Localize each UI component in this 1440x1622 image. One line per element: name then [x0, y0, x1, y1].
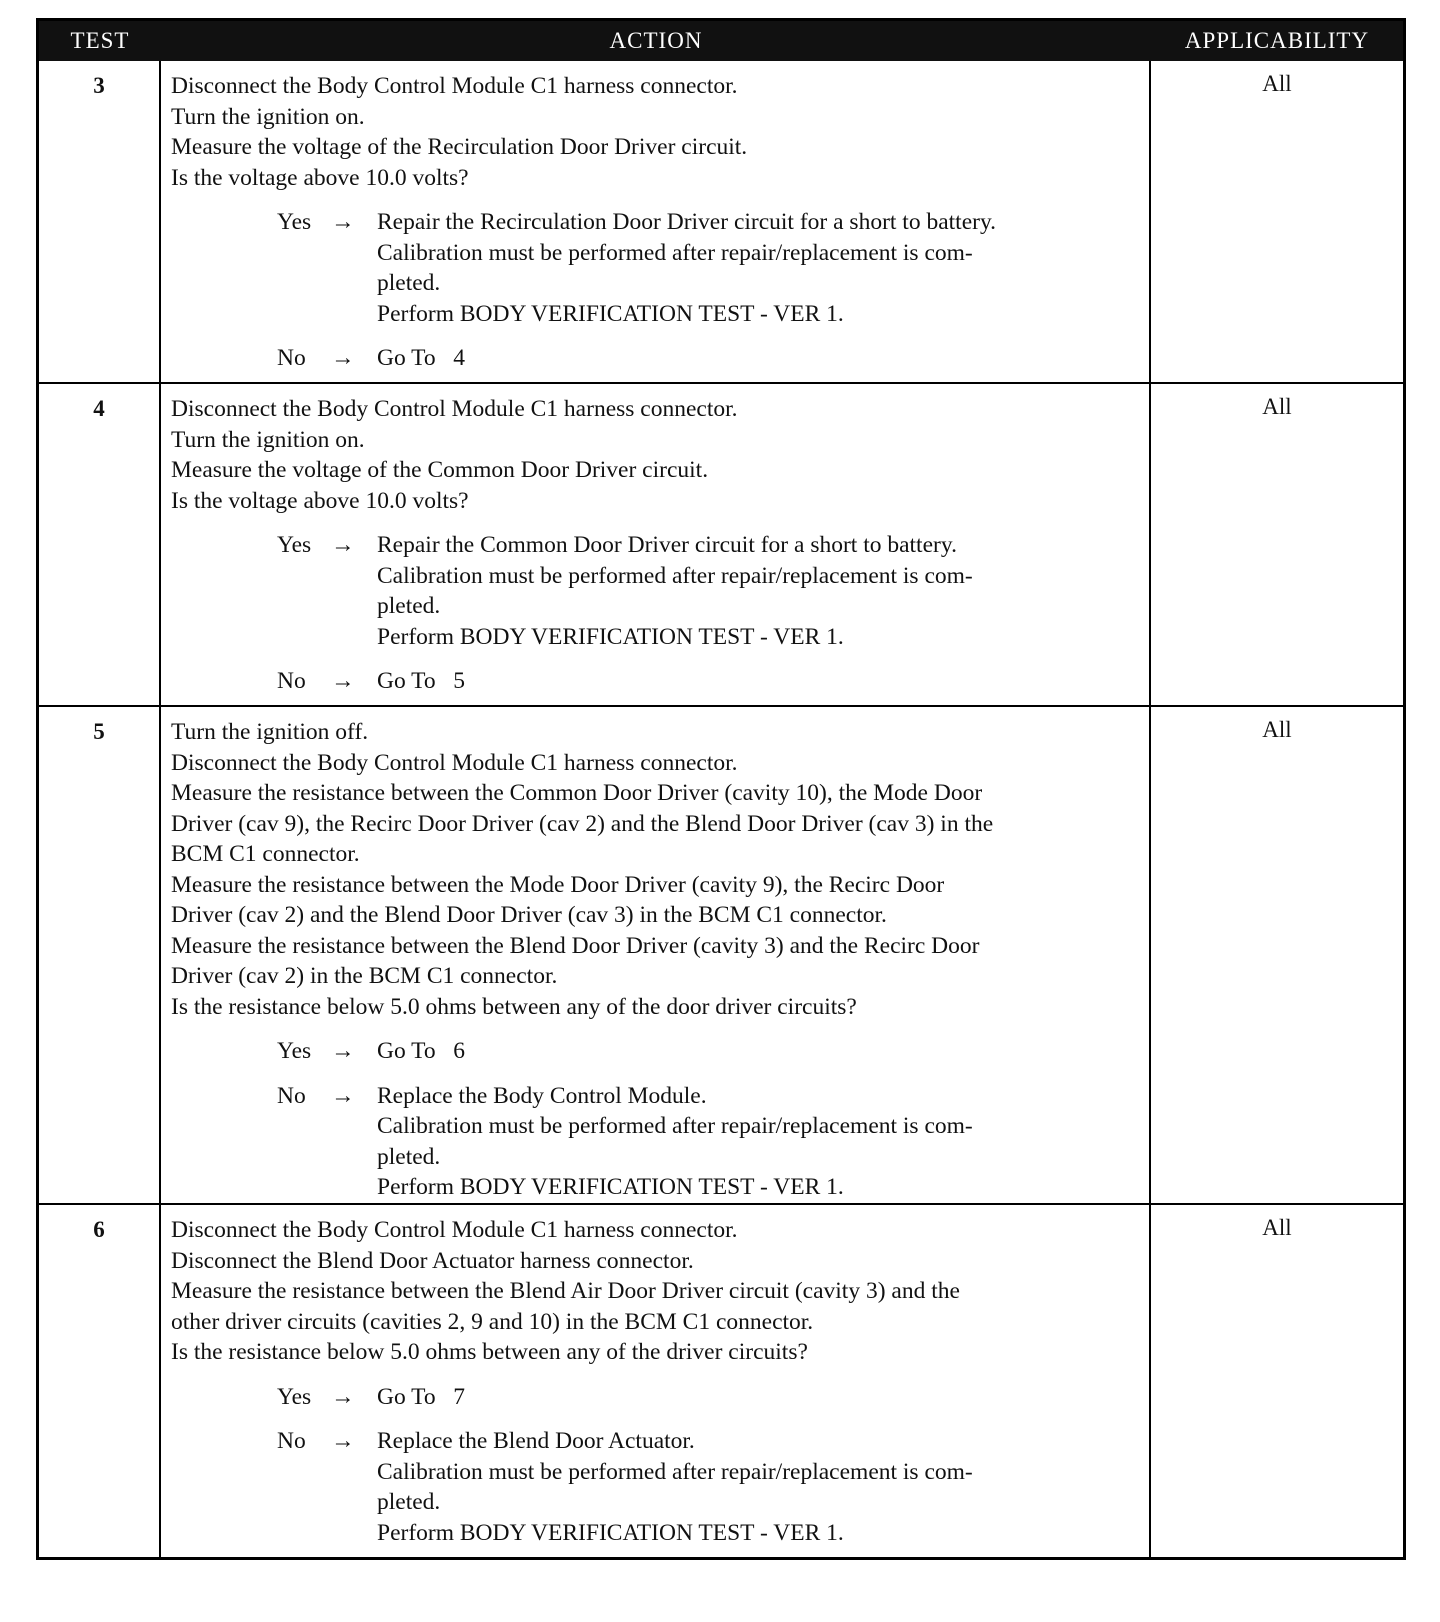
step-text: Turn the ignition on. — [171, 103, 365, 130]
no-label: No — [277, 668, 306, 694]
yes-outcome — [277, 1036, 1141, 1067]
no-outcome — [277, 666, 1141, 697]
yes-label: Yes — [277, 209, 312, 235]
instruction-line: Calibration must be performed after repair/replacement is com- — [377, 1458, 973, 1485]
table-body — [39, 61, 1403, 1557]
step-text: Driver (cav 2) in the BCM C1 connector. — [171, 963, 558, 989]
arrow-icon: → — [331, 1428, 355, 1454]
action-cell — [161, 1205, 1151, 1557]
step-text: Disconnect the Body Control Module C1 harness connector. — [171, 73, 738, 99]
arrow-icon: → — [331, 1082, 355, 1109]
table-header — [39, 21, 1403, 61]
step-text: Turn the ignition off. — [171, 719, 369, 745]
arrow-icon: → — [331, 209, 355, 235]
yes-instruction — [377, 1382, 1141, 1413]
table-row — [39, 705, 1403, 1203]
step-text: Disconnect the Body Control Module C1 harness connector. — [171, 396, 738, 422]
no-outcome — [277, 343, 1141, 374]
step-text: Is the voltage above 10.0 volts? — [171, 487, 469, 514]
instruction-line: Go To 7 — [377, 1383, 466, 1410]
test-number: 4 — [39, 384, 161, 705]
yes-outcome — [277, 1382, 1141, 1413]
yes-outcome — [277, 530, 1141, 652]
step-text: Turn the ignition on. — [171, 426, 365, 453]
applicability-value: All — [1262, 394, 1292, 419]
no-label: No — [277, 1428, 306, 1454]
step-text: Measure the resistance between the Common Door Driver (cavity 10), the Mode Door — [171, 780, 983, 806]
arrow-icon: → — [331, 1038, 355, 1064]
instruction-line: pleted. — [377, 1143, 441, 1170]
instruction-line: Go To 5 — [377, 668, 466, 694]
yes-label: Yes — [277, 1383, 312, 1410]
diagnostic-test-table — [36, 18, 1406, 1560]
instruction-line: Replace the Body Control Module. — [377, 1082, 707, 1109]
instruction-line: pleted. — [377, 1489, 441, 1515]
yes-label: Yes — [277, 1038, 312, 1064]
instruction-line: pleted. — [377, 593, 441, 619]
instruction-line: Replace the Blend Door Actuator. — [377, 1428, 695, 1454]
no-label: No — [277, 345, 306, 371]
instruction-line: Perform BODY VERIFICATION TEST - VER 1. — [377, 1174, 844, 1200]
instruction-line: Calibration must be performed after repair/replacement is com- — [377, 562, 973, 589]
instruction-line: Perform BODY VERIFICATION TEST - VER 1. — [377, 1519, 844, 1546]
header-action: ACTION — [609, 28, 703, 53]
no-instruction — [377, 1081, 1141, 1203]
table-row — [39, 382, 1403, 705]
yes-outcome — [277, 207, 1141, 329]
instruction-line: Calibration must be performed after repair/replacement is com- — [377, 1113, 973, 1139]
no-instruction — [377, 1426, 1141, 1548]
step-text: Driver (cav 2) and the Blend Door Driver (cav 3) in the BCM C1 connector. — [171, 902, 887, 928]
instruction-line: Go To 6 — [377, 1038, 466, 1064]
header-test: TEST — [70, 28, 130, 53]
step-text: Disconnect the Blend Door Actuator harness connector. — [171, 1247, 694, 1274]
applicability-value: All — [1262, 717, 1292, 742]
no-outcome — [277, 1081, 1141, 1203]
step-text: Measure the resistance between the Blend Air Door Driver circuit (cavity 3) and the — [171, 1278, 960, 1304]
table-row — [39, 1203, 1403, 1557]
step-text: Is the resistance below 5.0 ohms between any of the door driver circuits? — [171, 993, 857, 1020]
applicability-value: All — [1262, 71, 1292, 96]
test-number: 5 — [39, 707, 161, 1203]
action-cell — [161, 384, 1151, 705]
instruction-line: Repair the Recirculation Door Driver circuit for a short to battery. — [377, 209, 997, 235]
no-label: No — [277, 1082, 306, 1109]
arrow-icon: → — [331, 345, 355, 371]
yes-instruction — [377, 207, 1141, 329]
applicability-value: All — [1262, 1215, 1292, 1240]
instruction-line: Calibration must be performed after repair/replacement is com- — [377, 239, 973, 266]
step-text: Measure the resistance between the Mode Door Driver (cavity 9), the Recirc Door — [171, 871, 945, 898]
yes-label: Yes — [277, 532, 312, 558]
arrow-icon: → — [331, 1383, 355, 1410]
step-text: Driver (cav 9), the Recirc Door Driver (cav 2) and the Blend Door Driver (cav 3) in the — [171, 810, 994, 837]
step-text: Measure the voltage of the Recirculation Door Driver circuit. — [171, 134, 748, 160]
instruction-line: pleted. — [377, 270, 441, 296]
step-text: Measure the resistance between the Blend Door Driver (cavity 3) and the Recirc Door — [171, 932, 980, 959]
action-cell — [161, 61, 1151, 382]
action-cell — [161, 707, 1151, 1203]
header-applicability: APPLICABILITY — [1184, 28, 1370, 53]
no-instruction — [377, 666, 1141, 697]
table-row — [39, 61, 1403, 382]
step-text: Disconnect the Body Control Module C1 harness connector. — [171, 1217, 738, 1243]
instruction-line: Repair the Common Door Driver circuit for a short to battery. — [377, 532, 957, 558]
instruction-line: Go To 4 — [377, 345, 466, 371]
yes-instruction — [377, 1036, 1141, 1067]
step-text: Measure the voltage of the Common Door Driver circuit. — [171, 457, 709, 483]
step-text: other driver circuits (cavities 2, 9 and 10) in the BCM C1 connector. — [171, 1308, 814, 1335]
step-text: BCM C1 connector. — [171, 841, 360, 867]
arrow-icon: → — [331, 532, 355, 558]
test-number: 6 — [39, 1205, 161, 1557]
step-text: Is the resistance below 5.0 ohms between any of the driver circuits? — [171, 1339, 808, 1365]
no-outcome — [277, 1426, 1141, 1548]
instruction-line: Perform BODY VERIFICATION TEST - VER 1. — [377, 623, 844, 650]
instruction-line: Perform BODY VERIFICATION TEST - VER 1. — [377, 300, 844, 327]
test-number: 3 — [39, 61, 161, 382]
no-instruction — [377, 343, 1141, 374]
step-text: Is the voltage above 10.0 volts? — [171, 164, 469, 191]
arrow-icon: → — [331, 668, 355, 694]
step-text: Disconnect the Body Control Module C1 harness connector. — [171, 749, 738, 776]
yes-instruction — [377, 530, 1141, 652]
